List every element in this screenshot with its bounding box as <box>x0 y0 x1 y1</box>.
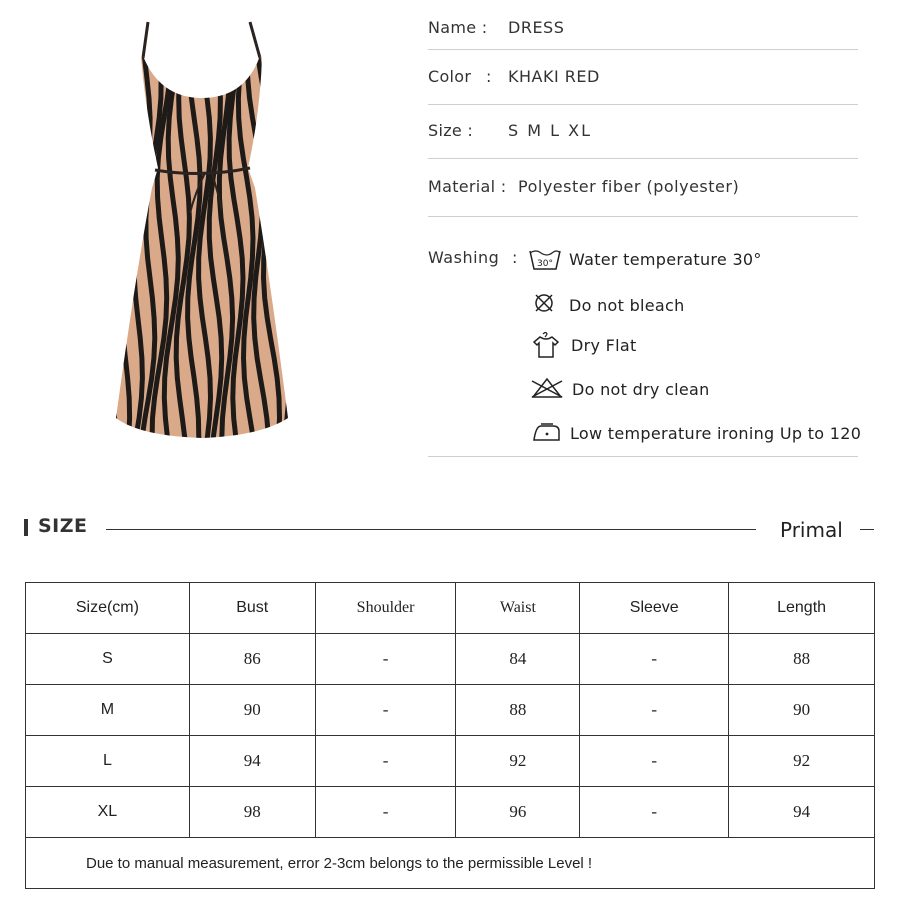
table-row <box>26 736 875 787</box>
table-row <box>26 787 875 838</box>
no-dry-clean-icon <box>529 375 565 401</box>
cell-length: 88 <box>729 634 875 685</box>
washing-label: Washing <box>428 248 500 267</box>
washing-separator: : <box>512 248 518 267</box>
wash-item-no-dry-clean: Do not dry clean <box>572 380 710 399</box>
info-row-name <box>428 18 858 50</box>
cell-size: XL <box>26 787 190 838</box>
table-note-row <box>26 838 875 889</box>
cell-bust: 86 <box>189 634 315 685</box>
cell-bust: 90 <box>189 685 315 736</box>
size-title-bar <box>24 519 28 536</box>
wash-item-water-temp: Water temperature 30° <box>569 250 762 269</box>
header-sleeve: Sleeve <box>580 583 729 634</box>
cell-sleeve: - <box>580 736 729 787</box>
name-label: Name : <box>428 18 488 37</box>
low-iron-icon <box>531 421 563 443</box>
header-length: Length <box>729 583 875 634</box>
cell-shoulder: - <box>315 685 456 736</box>
size-value: S M L XL <box>508 121 593 140</box>
cell-sleeve: - <box>580 787 729 838</box>
wash-30-icon <box>528 248 562 272</box>
dress-stripe <box>110 18 115 448</box>
cell-waist: 84 <box>456 634 580 685</box>
material-label: Material : <box>428 177 507 196</box>
size-title: SIZE <box>38 515 88 537</box>
wash-item-no-bleach: Do not bleach <box>569 296 685 315</box>
dress-stripe <box>110 18 122 448</box>
cell-shoulder: - <box>315 736 456 787</box>
washing-divider <box>428 456 858 457</box>
color-separator: : <box>486 67 492 86</box>
cell-size: M <box>26 685 190 736</box>
cell-shoulder: - <box>315 634 456 685</box>
cell-waist: 92 <box>456 736 580 787</box>
right-strap <box>250 22 260 58</box>
wash-temp-text: 30° <box>537 259 553 269</box>
table-row <box>26 685 875 736</box>
color-label: Color <box>428 67 472 86</box>
header-shoulder: Shoulder <box>315 583 456 634</box>
cell-sleeve: - <box>580 634 729 685</box>
size-label: Size : <box>428 121 474 140</box>
left-strap <box>143 22 148 58</box>
table-header-row <box>26 583 875 634</box>
cell-size: S <box>26 634 190 685</box>
brand-dash <box>860 529 874 530</box>
cell-bust: 98 <box>189 787 315 838</box>
dress-stripe <box>290 18 295 448</box>
header-size: Size(cm) <box>26 583 190 634</box>
cell-waist: 88 <box>456 685 580 736</box>
cell-waist: 96 <box>456 787 580 838</box>
header-bust: Bust <box>189 583 315 634</box>
wash-item-low-iron: Low temperature ironing Up to 120 <box>570 424 862 443</box>
brand-name: Primal <box>780 518 843 542</box>
info-row-color <box>428 67 858 105</box>
cell-length: 90 <box>729 685 875 736</box>
cell-size: L <box>26 736 190 787</box>
cell-sleeve: - <box>580 685 729 736</box>
info-row-material <box>428 177 858 217</box>
material-value: Polyester fiber (polyester) <box>518 177 740 196</box>
size-chart-table <box>25 582 875 889</box>
cell-bust: 94 <box>189 736 315 787</box>
cell-shoulder: - <box>315 787 456 838</box>
info-row-size <box>428 121 858 159</box>
dress-body <box>110 18 295 448</box>
size-header-rule <box>106 529 756 530</box>
dry-flat-icon <box>531 331 561 359</box>
dress-product-image <box>110 18 295 448</box>
color-value: KHAKI RED <box>508 67 600 86</box>
cell-length: 94 <box>729 787 875 838</box>
cell-length: 92 <box>729 736 875 787</box>
table-row <box>26 634 875 685</box>
header-waist: Waist <box>456 583 580 634</box>
name-value: DRESS <box>508 18 565 37</box>
measurement-note: Due to manual measurement, error 2-3cm belongs to the permissible Level ! <box>26 838 875 889</box>
wash-item-dry-flat: Dry Flat <box>571 336 637 355</box>
no-bleach-icon <box>533 292 555 314</box>
